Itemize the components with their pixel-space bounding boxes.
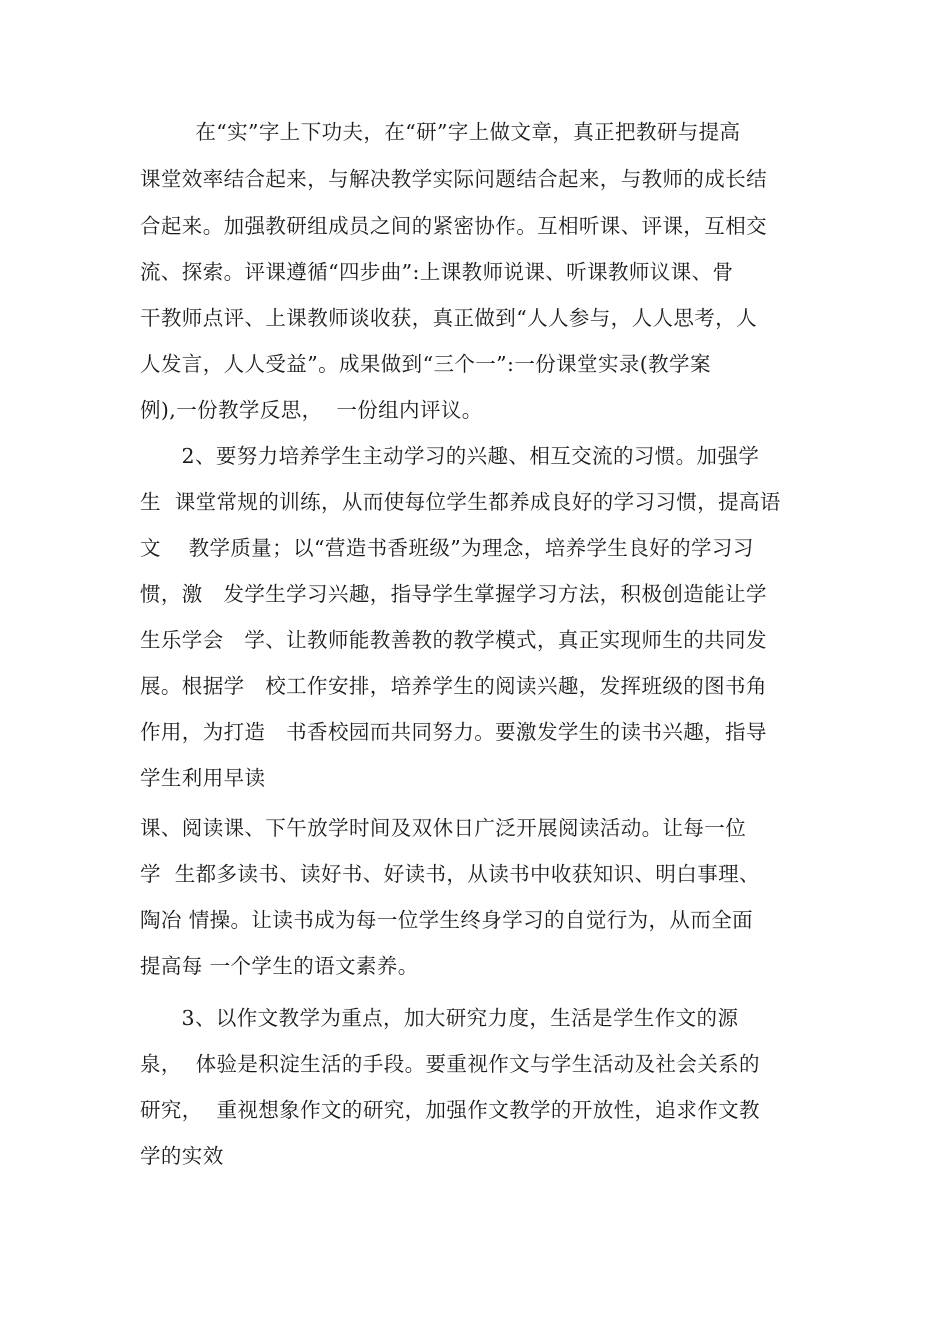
text-line: 学 生都多读书、读好书、好读书，从读书中收获知识、明白事理、 (140, 862, 760, 886)
text-line: 课堂效率结合起来，与解决教学实际问题结合起来，与教师的成长结 (140, 167, 767, 191)
text-line: 3、以作文教学为重点，加大研究力度，生活是学生作文的源 (140, 1006, 739, 1030)
text-line: 研究， 重视想象作文的研究，加强作文教学的开放性，追求作文教 (140, 1098, 760, 1122)
text-line: 作用，为打造 书香校园而共同努力。要激发学生的读书兴趣，指导 (140, 720, 767, 744)
text-line: 例),一份教学反思， 一份组内评议。 (140, 398, 483, 422)
text-line: 干教师点评、上课教师谈收获，真正做到“人人参与，人人思考，人 (140, 306, 757, 330)
text-line: 惯，激 发学生学习兴趣，指导学生掌握学习方法，积极创造能让学 (140, 582, 767, 606)
text-line: 展。根据学 校工作安排，培养学生的阅读兴趣，发挥班级的图书角 (140, 674, 767, 698)
text-line: 在“实”字上下功夫，在“研”字上做文章，真正把教研与提高 (140, 120, 741, 144)
text-line: 课、阅读课、下午放学时间及双休日广泛开展阅读活动。让每一位 (140, 816, 747, 840)
text-line: 陶冶 情操。让读书成为每一位学生终身学习的自觉行为，从而全面 (140, 908, 754, 932)
text-line: 提高每 一个学生的语文素养。 (140, 954, 419, 978)
text-line: 人发言，人人受益”。成果做到“三个一”:一份课堂实录(教学案 (140, 352, 711, 376)
text-line: 泉， 体验是积淀生活的手段。要重视作文与学生活动及社会关系的 (140, 1052, 760, 1076)
text-line: 学生利用早读 (140, 766, 266, 790)
text-line: 2、要努力培养学生主动学习的兴趣、相互交流的习惯。加强学 (140, 444, 760, 468)
text-line: 生 课堂常规的训练，从而使每位学生都养成良好的学习习惯，提高语 (140, 490, 781, 514)
text-line: 学的实效 (140, 1144, 224, 1168)
text-line: 流、探索。评课遵循“四步曲”:上课教师说课、听课教师议课、骨 (140, 260, 734, 284)
text-line: 文 教学质量；以“营造书香班级”为理念，培养学生良好的学习习 (140, 536, 754, 560)
text-line: 生乐学会 学、让教师能教善教的教学模式，真正实现师生的共同发 (140, 628, 767, 652)
text-line: 合起来。加强教研组成员之间的紧密协作。互相听课、评课，互相交 (140, 214, 767, 238)
